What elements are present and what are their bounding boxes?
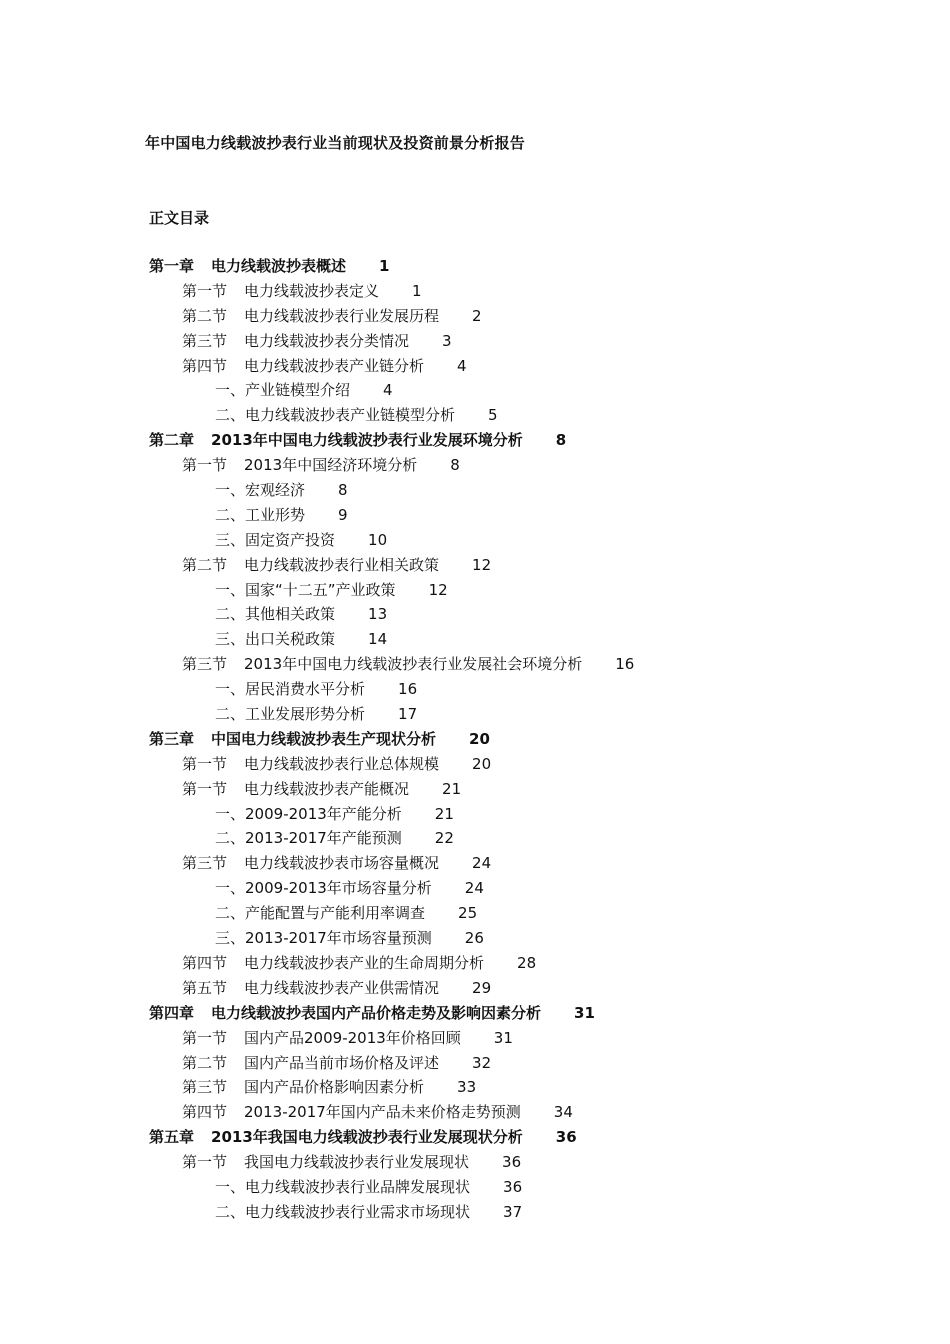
toc-chapter-entry[interactable]: [149, 1001, 634, 1026]
toc-section-entry[interactable]: [149, 354, 634, 379]
toc-entry-page-number: 24: [472, 854, 492, 873]
toc-subsection-entry[interactable]: [149, 602, 634, 627]
toc-entry-label: 第三节: [182, 655, 228, 674]
toc-chapter-entry[interactable]: [149, 727, 634, 752]
toc-entry-title: 电力线载波抄表产业供需情况: [244, 978, 440, 997]
toc-chapter-entry[interactable]: [149, 1125, 634, 1150]
toc-entry-title: 2013-2017年市场容量预测: [245, 929, 432, 948]
toc-entry-page-number: 24: [464, 879, 484, 898]
toc-entry-title: 2013-2017年国内产品未来价格走势预测: [244, 1103, 521, 1122]
toc-section-entry[interactable]: [149, 553, 634, 578]
toc-entry-page-number: 36: [555, 1128, 577, 1147]
toc-entry-page-number: 10: [368, 530, 388, 549]
toc-entry-page-number: 20: [472, 754, 492, 773]
toc-entry-page-number: 36: [503, 1177, 523, 1196]
toc-subsection-entry[interactable]: [149, 403, 634, 428]
document-title: 年中国电力线载波抄表行业当前现状及投资前景分析报告: [145, 134, 526, 152]
toc-entry-label: 第一节: [182, 1153, 228, 1172]
toc-entry-page-number: 25: [458, 904, 478, 923]
toc-entry-label: 三、: [215, 530, 246, 549]
toc-entry-label: 一、: [215, 580, 246, 599]
toc-entry-title: 2013年中国经济环境分析: [244, 456, 418, 475]
toc-entry-title: 电力线载波抄表行业需求市场现状: [245, 1202, 471, 1221]
toc-entry-title: 产能配置与产能利用率调查: [245, 904, 426, 923]
toc-entry-title: 2013年我国电力线载波抄表行业发展现状分析: [211, 1128, 523, 1147]
toc-subsection-entry[interactable]: [149, 1200, 634, 1225]
toc-entry-title: 工业发展形势分析: [245, 705, 366, 724]
toc-subsection-entry[interactable]: [149, 578, 634, 603]
toc-entry-page-number: 34: [553, 1103, 573, 1122]
toc-entry-label: 第三节: [182, 1078, 228, 1097]
toc-entry-title: 电力线载波抄表行业相关政策: [244, 555, 440, 574]
toc-entry-title: 居民消费水平分析: [245, 680, 366, 699]
toc-entry-page-number: 22: [434, 829, 454, 848]
toc-entry-page-number: 21: [434, 804, 454, 823]
toc-entry-title: 电力线载波抄表国内产品价格走势及影响因素分析: [211, 1003, 542, 1022]
table-of-contents: [149, 254, 634, 1225]
toc-entry-label: 第四章: [149, 1003, 195, 1022]
toc-chapter-entry[interactable]: [149, 428, 634, 453]
toc-entry-label: 二、: [215, 406, 246, 425]
toc-entry-label: 二、: [215, 904, 246, 923]
toc-chapter-entry[interactable]: [149, 254, 634, 279]
toc-section-entry[interactable]: [149, 851, 634, 876]
toc-entry-page-number: 5: [488, 406, 498, 425]
toc-entry-title: 2009-2013年市场容量分析: [245, 879, 432, 898]
toc-entry-page-number: 12: [472, 555, 492, 574]
toc-subsection-entry[interactable]: [149, 802, 634, 827]
toc-entry-title: 国内产品2009-2013年价格回顾: [244, 1028, 461, 1047]
toc-entry-page-number: 28: [517, 953, 537, 972]
toc-subsection-entry[interactable]: [149, 1175, 634, 1200]
toc-entry-label: 二、: [215, 705, 246, 724]
toc-entry-page-number: 1: [379, 257, 390, 275]
toc-entry-title: 电力线载波抄表市场容量概况: [244, 854, 440, 873]
toc-entry-title: 2009-2013年产能分析: [245, 804, 402, 823]
toc-entry-page-number: 8: [555, 431, 567, 450]
toc-section-entry[interactable]: [149, 279, 634, 304]
toc-subsection-entry[interactable]: [149, 702, 634, 727]
toc-subsection-entry[interactable]: [149, 528, 634, 553]
toc-entry-label: 一、: [215, 680, 246, 699]
toc-entry-page-number: 16: [615, 655, 635, 674]
toc-entry-label: 第一节: [182, 779, 228, 798]
toc-entry-label: 一、: [215, 1177, 246, 1196]
toc-entry-title: 电力线载波抄表分类情况: [244, 331, 410, 350]
toc-entry-label: 一、: [215, 804, 246, 823]
toc-section-entry[interactable]: [149, 1051, 634, 1076]
toc-entry-title: 2013-2017年产能预测: [245, 829, 402, 848]
toc-entry-label: 第一节: [182, 281, 228, 300]
toc-entry-page-number: 16: [398, 680, 418, 699]
toc-entry-label: 第一节: [182, 754, 228, 773]
toc-entry-label: 三、: [215, 630, 246, 649]
toc-subsection-entry[interactable]: [149, 926, 634, 951]
toc-entry-title: 国家“十二五”产业政策: [245, 580, 396, 599]
toc-entry-label: 二、: [215, 829, 246, 848]
toc-subsection-entry[interactable]: [149, 677, 634, 702]
toc-entry-title: 电力线载波抄表产业链分析: [244, 356, 425, 375]
toc-entry-label: 第二节: [182, 555, 228, 574]
toc-entry-title: 其他相关政策: [245, 605, 336, 624]
toc-entry-title: 电力线载波抄表行业发展历程: [244, 306, 440, 325]
toc-entry-label: 第二节: [182, 306, 228, 325]
toc-entry-title: 工业形势: [245, 505, 306, 524]
toc-section-entry[interactable]: [149, 976, 634, 1001]
toc-section-entry[interactable]: [149, 1100, 634, 1125]
toc-entry-title: 2013年中国电力线载波抄表行业发展环境分析: [211, 431, 523, 450]
toc-subsection-entry[interactable]: [149, 627, 634, 652]
toc-section-entry[interactable]: [149, 1075, 634, 1100]
toc-entry-page-number: 4: [457, 356, 467, 375]
toc-entry-title: 出口关税政策: [245, 630, 336, 649]
toc-section-entry[interactable]: [149, 1150, 634, 1175]
toc-entry-label: 第二节: [182, 1053, 228, 1072]
toc-section-entry[interactable]: [149, 752, 634, 777]
toc-entry-title: 电力线载波抄表产业的生命周期分析: [244, 953, 485, 972]
toc-entry-title: 电力线载波抄表概述: [211, 257, 347, 275]
toc-entry-title: 国内产品当前市场价格及评述: [244, 1053, 440, 1072]
toc-entry-title: 中国电力线载波抄表生产现状分析: [211, 729, 437, 748]
toc-entry-title: 国内产品价格影响因素分析: [244, 1078, 425, 1097]
toc-subsection-entry[interactable]: [149, 378, 634, 403]
toc-subsection-entry[interactable]: [149, 826, 634, 851]
toc-entry-page-number: 2: [472, 306, 482, 325]
toc-entry-title: 宏观经济: [245, 481, 306, 500]
toc-entry-page-number: 1: [412, 281, 422, 300]
toc-section-entry[interactable]: [149, 777, 634, 802]
toc-section-entry[interactable]: [149, 1026, 634, 1051]
toc-entry-label: 第一节: [182, 1028, 228, 1047]
toc-section-entry[interactable]: [149, 652, 634, 677]
toc-subsection-entry[interactable]: [149, 876, 634, 901]
toc-entry-page-number: 33: [457, 1078, 477, 1097]
toc-entry-title: 电力线载波抄表行业总体规模: [244, 754, 440, 773]
toc-entry-title: 电力线载波抄表行业品牌发展现状: [245, 1177, 471, 1196]
toc-entry-title: 固定资产投资: [245, 530, 336, 549]
toc-entry-label: 二、: [215, 505, 246, 524]
toc-entry-page-number: 32: [472, 1053, 492, 1072]
toc-entry-label: 第五章: [149, 1128, 195, 1147]
toc-entry-title: 产业链模型介绍: [245, 381, 351, 400]
toc-entry-label: 第一节: [182, 456, 228, 475]
toc-section-entry[interactable]: [149, 329, 634, 354]
toc-entry-page-number: 29: [472, 978, 492, 997]
toc-entry-label: 三、: [215, 929, 246, 948]
toc-subsection-entry[interactable]: [149, 503, 634, 528]
toc-entry-page-number: 3: [442, 331, 452, 350]
toc-entry-label: 二、: [215, 1202, 246, 1221]
toc-entry-label: 第五节: [182, 978, 228, 997]
toc-entry-page-number: 36: [502, 1153, 522, 1172]
toc-subsection-entry[interactable]: [149, 901, 634, 926]
toc-entry-label: 二、: [215, 605, 246, 624]
toc-section-entry[interactable]: [149, 951, 634, 976]
toc-entry-page-number: 26: [464, 929, 484, 948]
toc-subsection-entry[interactable]: [149, 478, 634, 503]
toc-entry-page-number: 8: [450, 456, 460, 475]
toc-entry-page-number: 37: [503, 1202, 523, 1221]
toc-section-entry[interactable]: [149, 453, 634, 478]
toc-section-entry[interactable]: [149, 304, 634, 329]
toc-entry-label: 第三节: [182, 854, 228, 873]
toc-entry-label: 第四节: [182, 1103, 228, 1122]
toc-entry-page-number: 21: [442, 779, 462, 798]
toc-entry-label: 第一章: [149, 257, 195, 275]
toc-entry-label: 第四节: [182, 356, 228, 375]
toc-entry-label: 一、: [215, 879, 246, 898]
toc-entry-label: 第二章: [149, 431, 195, 450]
toc-entry-page-number: 31: [574, 1003, 595, 1022]
toc-entry-page-number: 12: [428, 580, 448, 599]
toc-entry-title: 2013年中国电力线载波抄表行业发展社会环境分析: [244, 655, 583, 674]
toc-entry-page-number: 13: [368, 605, 388, 624]
toc-entry-title: 电力线载波抄表定义: [244, 281, 380, 300]
toc-entry-page-number: 17: [398, 705, 418, 724]
toc-entry-label: 一、: [215, 481, 246, 500]
toc-entry-page-number: 20: [469, 729, 490, 748]
toc-entry-title: 电力线载波抄表产业链模型分析: [245, 406, 456, 425]
toc-entry-page-number: 8: [338, 481, 348, 500]
toc-entry-label: 第三节: [182, 331, 228, 350]
toc-entry-page-number: 14: [368, 630, 388, 649]
toc-entry-title: 电力线载波抄表产能概况: [244, 779, 410, 798]
toc-entry-title: 我国电力线载波抄表行业发展现状: [244, 1153, 470, 1172]
toc-entry-page-number: 31: [493, 1028, 513, 1047]
toc-entry-label: 一、: [215, 381, 246, 400]
toc-entry-label: 第三章: [149, 729, 195, 748]
toc-entry-page-number: 9: [338, 505, 348, 524]
toc-entry-label: 第四节: [182, 953, 228, 972]
toc-heading: 正文目录: [149, 209, 210, 227]
toc-entry-page-number: 4: [383, 381, 393, 400]
